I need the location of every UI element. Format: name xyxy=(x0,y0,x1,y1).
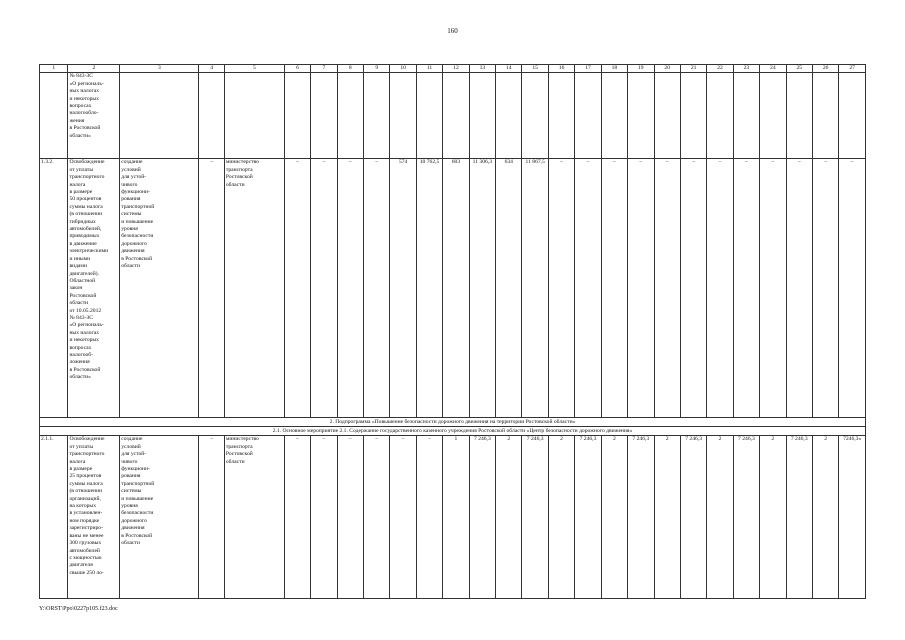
table-row-continuation xyxy=(40,73,866,159)
cell-value: 2 xyxy=(760,436,786,599)
cell-empty xyxy=(496,73,522,159)
column-number: 26 xyxy=(812,65,838,73)
cell-empty xyxy=(284,73,310,159)
cell-executor: министерство транспорта Ростовской области xyxy=(224,436,284,599)
cell-empty xyxy=(311,73,337,159)
cell-value: – xyxy=(311,159,337,418)
column-number: 8 xyxy=(337,65,363,73)
column-number-row xyxy=(40,65,866,73)
column-number: 1 xyxy=(40,65,68,73)
cell-empty xyxy=(416,73,442,159)
column-number: 25 xyxy=(786,65,812,73)
cell-empty xyxy=(224,73,284,159)
cell-value: – xyxy=(812,159,838,418)
cell-empty xyxy=(364,73,390,159)
targets-table xyxy=(39,64,866,599)
cell-value: 2 xyxy=(601,436,627,599)
column-number: 4 xyxy=(199,65,224,73)
cell-empty xyxy=(680,73,706,159)
cell-value: – xyxy=(284,436,310,599)
column-number: 21 xyxy=(680,65,706,73)
column-number: 14 xyxy=(496,65,522,73)
column-number: 18 xyxy=(601,65,627,73)
cell-value: – xyxy=(416,436,442,599)
cell-row-number: 2.1.1. xyxy=(40,436,68,599)
column-number: 24 xyxy=(760,65,786,73)
cell-row-number: 1.3.2. xyxy=(40,159,68,418)
cell-value: – xyxy=(575,159,601,418)
column-number: 11 xyxy=(416,65,442,73)
cell-value: – xyxy=(760,159,786,418)
subprogram-row xyxy=(40,418,866,427)
page-number: 160 xyxy=(447,27,458,35)
cell-value: 2 xyxy=(812,436,838,599)
cell-value: 2 xyxy=(707,436,733,599)
subprogram-title: 2. Подпрограмма «Повышение безопасности дорожного движения на территории Ростовской области» xyxy=(40,418,866,427)
cell-value: – xyxy=(364,436,390,599)
cell-value: 574 xyxy=(390,159,416,418)
cell-value: – xyxy=(364,159,390,418)
cell-value: 7 246,3 xyxy=(628,436,654,599)
cell-value: – xyxy=(654,159,680,418)
cell-measure-name: № 843-ЗС «О региональ- ных налогах и некоторых вопросах налогообло- жения в Ростовской области» xyxy=(68,73,120,159)
cell-empty xyxy=(786,73,812,159)
cell-value: 7 246,3 xyxy=(680,436,706,599)
cell-empty xyxy=(390,73,416,159)
cell-value: 11 867,5 xyxy=(522,159,548,418)
cell-value: 7 246,3 xyxy=(786,436,812,599)
column-number: 27 xyxy=(839,65,866,73)
cell-value: 7 246,3 xyxy=(469,436,495,599)
cell-empty xyxy=(812,73,838,159)
cell-value: 7246,3» xyxy=(839,436,866,599)
cell-executor: министерство транспорта Ростовской области xyxy=(224,159,284,418)
cell-value: – xyxy=(707,159,733,418)
cell-col4: – xyxy=(199,436,224,599)
column-number: 5 xyxy=(224,65,284,73)
cell-empty xyxy=(575,73,601,159)
cell-value: 1 xyxy=(443,436,469,599)
column-number: 16 xyxy=(548,65,574,73)
cell-value: 2 xyxy=(496,436,522,599)
cell-value: 7 246,3 xyxy=(522,436,548,599)
column-number: 13 xyxy=(469,65,495,73)
column-number: 19 xyxy=(628,65,654,73)
main-event-title: 2.1. Основное мероприятие 2.1. Содержание государственного казенного учреждения Ростовской области «Центр безопасности дорожного движения» xyxy=(40,427,866,436)
column-number: 2 xyxy=(68,65,120,73)
cell-empty xyxy=(40,73,68,159)
table-row-2-1-1 xyxy=(40,436,866,599)
cell-empty xyxy=(199,73,224,159)
column-number: 17 xyxy=(575,65,601,73)
cell-empty xyxy=(628,73,654,159)
cell-empty xyxy=(120,73,199,159)
column-number: 6 xyxy=(284,65,310,73)
cell-empty xyxy=(548,73,574,159)
cell-value: 11 306,3 xyxy=(469,159,495,418)
column-number: 15 xyxy=(522,65,548,73)
cell-empty xyxy=(733,73,759,159)
cell-value: 7 246,3 xyxy=(733,436,759,599)
cell-measure-name: Освобождение от уплаты транспортного налога в размере 25 процентов суммы налога (в отношении организаций, на которых в установлен- ном порядке зарегистриро- ваны не менее 300 грузовых автомобилей с мощностью двигателя свыше 250 ло- xyxy=(68,436,120,599)
cell-value: – xyxy=(680,159,706,418)
cell-empty xyxy=(601,73,627,159)
cell-goal: создание условий для устой- чивого функциони- рования транспортной системы и повышение уровня безопасности дорожного движения в Ростовской области xyxy=(120,436,199,599)
column-number: 10 xyxy=(390,65,416,73)
cell-value: 2 xyxy=(654,436,680,599)
cell-value: – xyxy=(337,436,363,599)
cell-empty xyxy=(760,73,786,159)
cell-value: 634 xyxy=(496,159,522,418)
cell-empty xyxy=(707,73,733,159)
cell-empty xyxy=(522,73,548,159)
cell-value: – xyxy=(548,159,574,418)
cell-empty xyxy=(337,73,363,159)
cell-value: – xyxy=(311,436,337,599)
cell-value: – xyxy=(839,159,866,418)
column-number: 20 xyxy=(654,65,680,73)
column-number: 7 xyxy=(311,65,337,73)
main-event-row xyxy=(40,427,866,436)
cell-value: – xyxy=(284,159,310,418)
cell-value: – xyxy=(786,159,812,418)
column-number: 23 xyxy=(733,65,759,73)
cell-measure-name: Освобождение от уплаты транспортного налога в размере 50 процентов суммы налога (в отношении гибридных автомобилей, приводимых в движение электрическими и иными видами двигателей). Областной закон Ростовской области от 10.05.2012 № 843-ЗС «О региональ- ных налогах и некоторых вопросах налогооб- ложения в Ростовской области» xyxy=(68,159,120,418)
column-number: 12 xyxy=(443,65,469,73)
cell-goal: создание условий для устой- чивого функциони- рования транспортной системы и повышение уровня безопасности дорожного движения в Ростовской области xyxy=(120,159,199,418)
table-row-1-3-2 xyxy=(40,159,866,418)
cell-value: 7 246,3 xyxy=(575,436,601,599)
cell-empty xyxy=(839,73,866,159)
cell-value: 2 xyxy=(548,436,574,599)
cell-value: – xyxy=(733,159,759,418)
cell-value: 10 762,5 xyxy=(416,159,442,418)
column-number: 9 xyxy=(364,65,390,73)
file-path-footer: Y:\ORST\Ppo\0227p105.f23.doc xyxy=(39,606,118,612)
cell-value: – xyxy=(628,159,654,418)
cell-empty xyxy=(443,73,469,159)
column-number: 3 xyxy=(120,65,199,73)
cell-col4: – xyxy=(199,159,224,418)
cell-value: 603 xyxy=(443,159,469,418)
cell-empty xyxy=(469,73,495,159)
cell-value: – xyxy=(601,159,627,418)
cell-value: – xyxy=(390,436,416,599)
cell-value: – xyxy=(337,159,363,418)
column-number: 22 xyxy=(707,65,733,73)
cell-empty xyxy=(654,73,680,159)
